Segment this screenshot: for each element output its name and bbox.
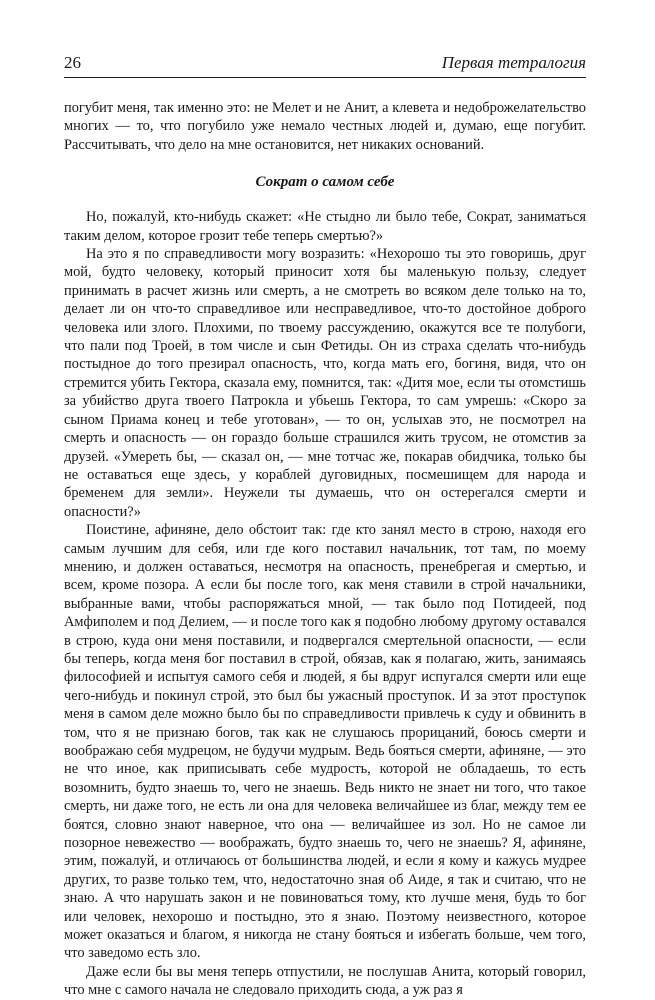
section-heading: Сократ о самом себе [255,174,395,191]
page-number: 26 [64,53,81,72]
paragraph: Даже если бы вы меня теперь отпустили, не послушав Анита, который говорил, что мне с самого начала не следовало приходить сюда, а уж раз я [64,963,586,999]
book-page [64,52,586,1000]
paragraph: Поистине, афиняне, дело обстоит так: где кто занял место в строю, находя его самым лучшим для себя, или где кого поставил начальник, тот там, по моему мнению, и должен оставаться, несмотря на опасность, пренебрегая и смертью, и всем, кроме позора. А если бы после того, как меня ставили в строй начальники, выбранные вами, чтобы распоряжаться мной, — так было под Потидеей, под Амфиполем и под Делием, — и после того как я подобно любому другому оставался в строю, куда они меня поставили, и подвергался смертельной опасности, — если бы теперь, когда меня бог поставил в строй, обязав, как я полагаю, жить, занимаясь философией и испытуя самого себя и людей, я бы вдруг испугался смерти или еще чего-нибудь и покинул строй, это был бы ужасный проступок. И за этот проступок меня в самом деле можно было бы по справедливости привлечь к суду и обвинить в том, что я не признаю богов, так как не слушаюсь прорицаний, боюсь смерти и воображаю себя мудрецом, не будучи мудрым. Ведь бояться смерти, афиняне, — это не что иное, как приписывать себе мудрость, которой не обладаешь, то есть возомнить, будто знаешь то, чего не знаешь. Ведь никто не знает ни того, что такое смерть, ни даже того, не есть ли она для человека величайшее из благ, между тем ее боятся, словно знают наверное, что она — величайшее из зол. Но не самое ли позорное невежество — воображать, будто знаешь то, чего не знаешь? Я, афиняне, этим, пожалуй, и отличаюсь от большинства людей, и если я кому и кажусь мудрее других, то разве только тем, что, недостаточно зная об Аиде, я так и считаю, что не знаю. А что нарушать закон и не повиноваться тому, кто лучше меня, будь то бог или человек, нехорошо и постыдно, это я знаю. Поэтому неизвестного, которое может оказаться и благом, я никогда не стану бояться и избегать больше, чем того, что заведомо есть зло. [64,522,586,962]
paragraph-continued: погубит меня, так именно это: не Мелет и не Анит, а клевета и недоброжелательство многих — то, что погубило уже немало честных людей и, думаю, еще погубит. Рассчитывать, что дело на мне остановится, нет никаких оснований. [64,100,586,153]
paragraph: Но, пожалуй, кто-нибудь скажет: «Не стыдно ли было тебе, Сократ, заниматься таким делом, которое грозит тебе теперь смертью?» [64,209,586,244]
running-header [64,52,586,78]
paragraph: На это я по справедливости могу возразить: «Нехорошо ты это говоришь, друг мой, будто человеку, который приносит хотя бы маленькую пользу, следует принимать в расчет жизнь или смерть, а не смотреть во всяком деле только на то, делает ли он что-то справедливое или несправедливое, что-то достойное доброго человека или злого. Плохими, по твоему рассуждению, окажутся все те полубоги, что пали под Троей, в том числе и сын Фетиды. Он из страха сделать что-нибудь постыдное до того презирал опасность, что, когда мать его, богиня, видя, что он стремится убить Гектора, сказала ему, помнится, так: «Дитя мое, если ты отомстишь за убийство друга твоего Патрокла и убьешь Гектора, то сам умрешь: «Скоро за сыном Приама конец и тебе уготован», — то он, услыхав это, не посмотрел на смерть и опасность — он гораздо больше страшился жить трусом, не отомстив за друзей. «Умереть бы, — сказал он, — мне тотчас же, покарав обидчика, только бы не оставаться еще здесь, у кораблей дуговидных, посмешищем для народа и бременем для земли». Неужели ты думаешь, что он остерегался смерти и опасности?» [64,246,586,520]
main-text [64,99,586,1000]
book-title: Первая тетралогия [441,53,586,72]
